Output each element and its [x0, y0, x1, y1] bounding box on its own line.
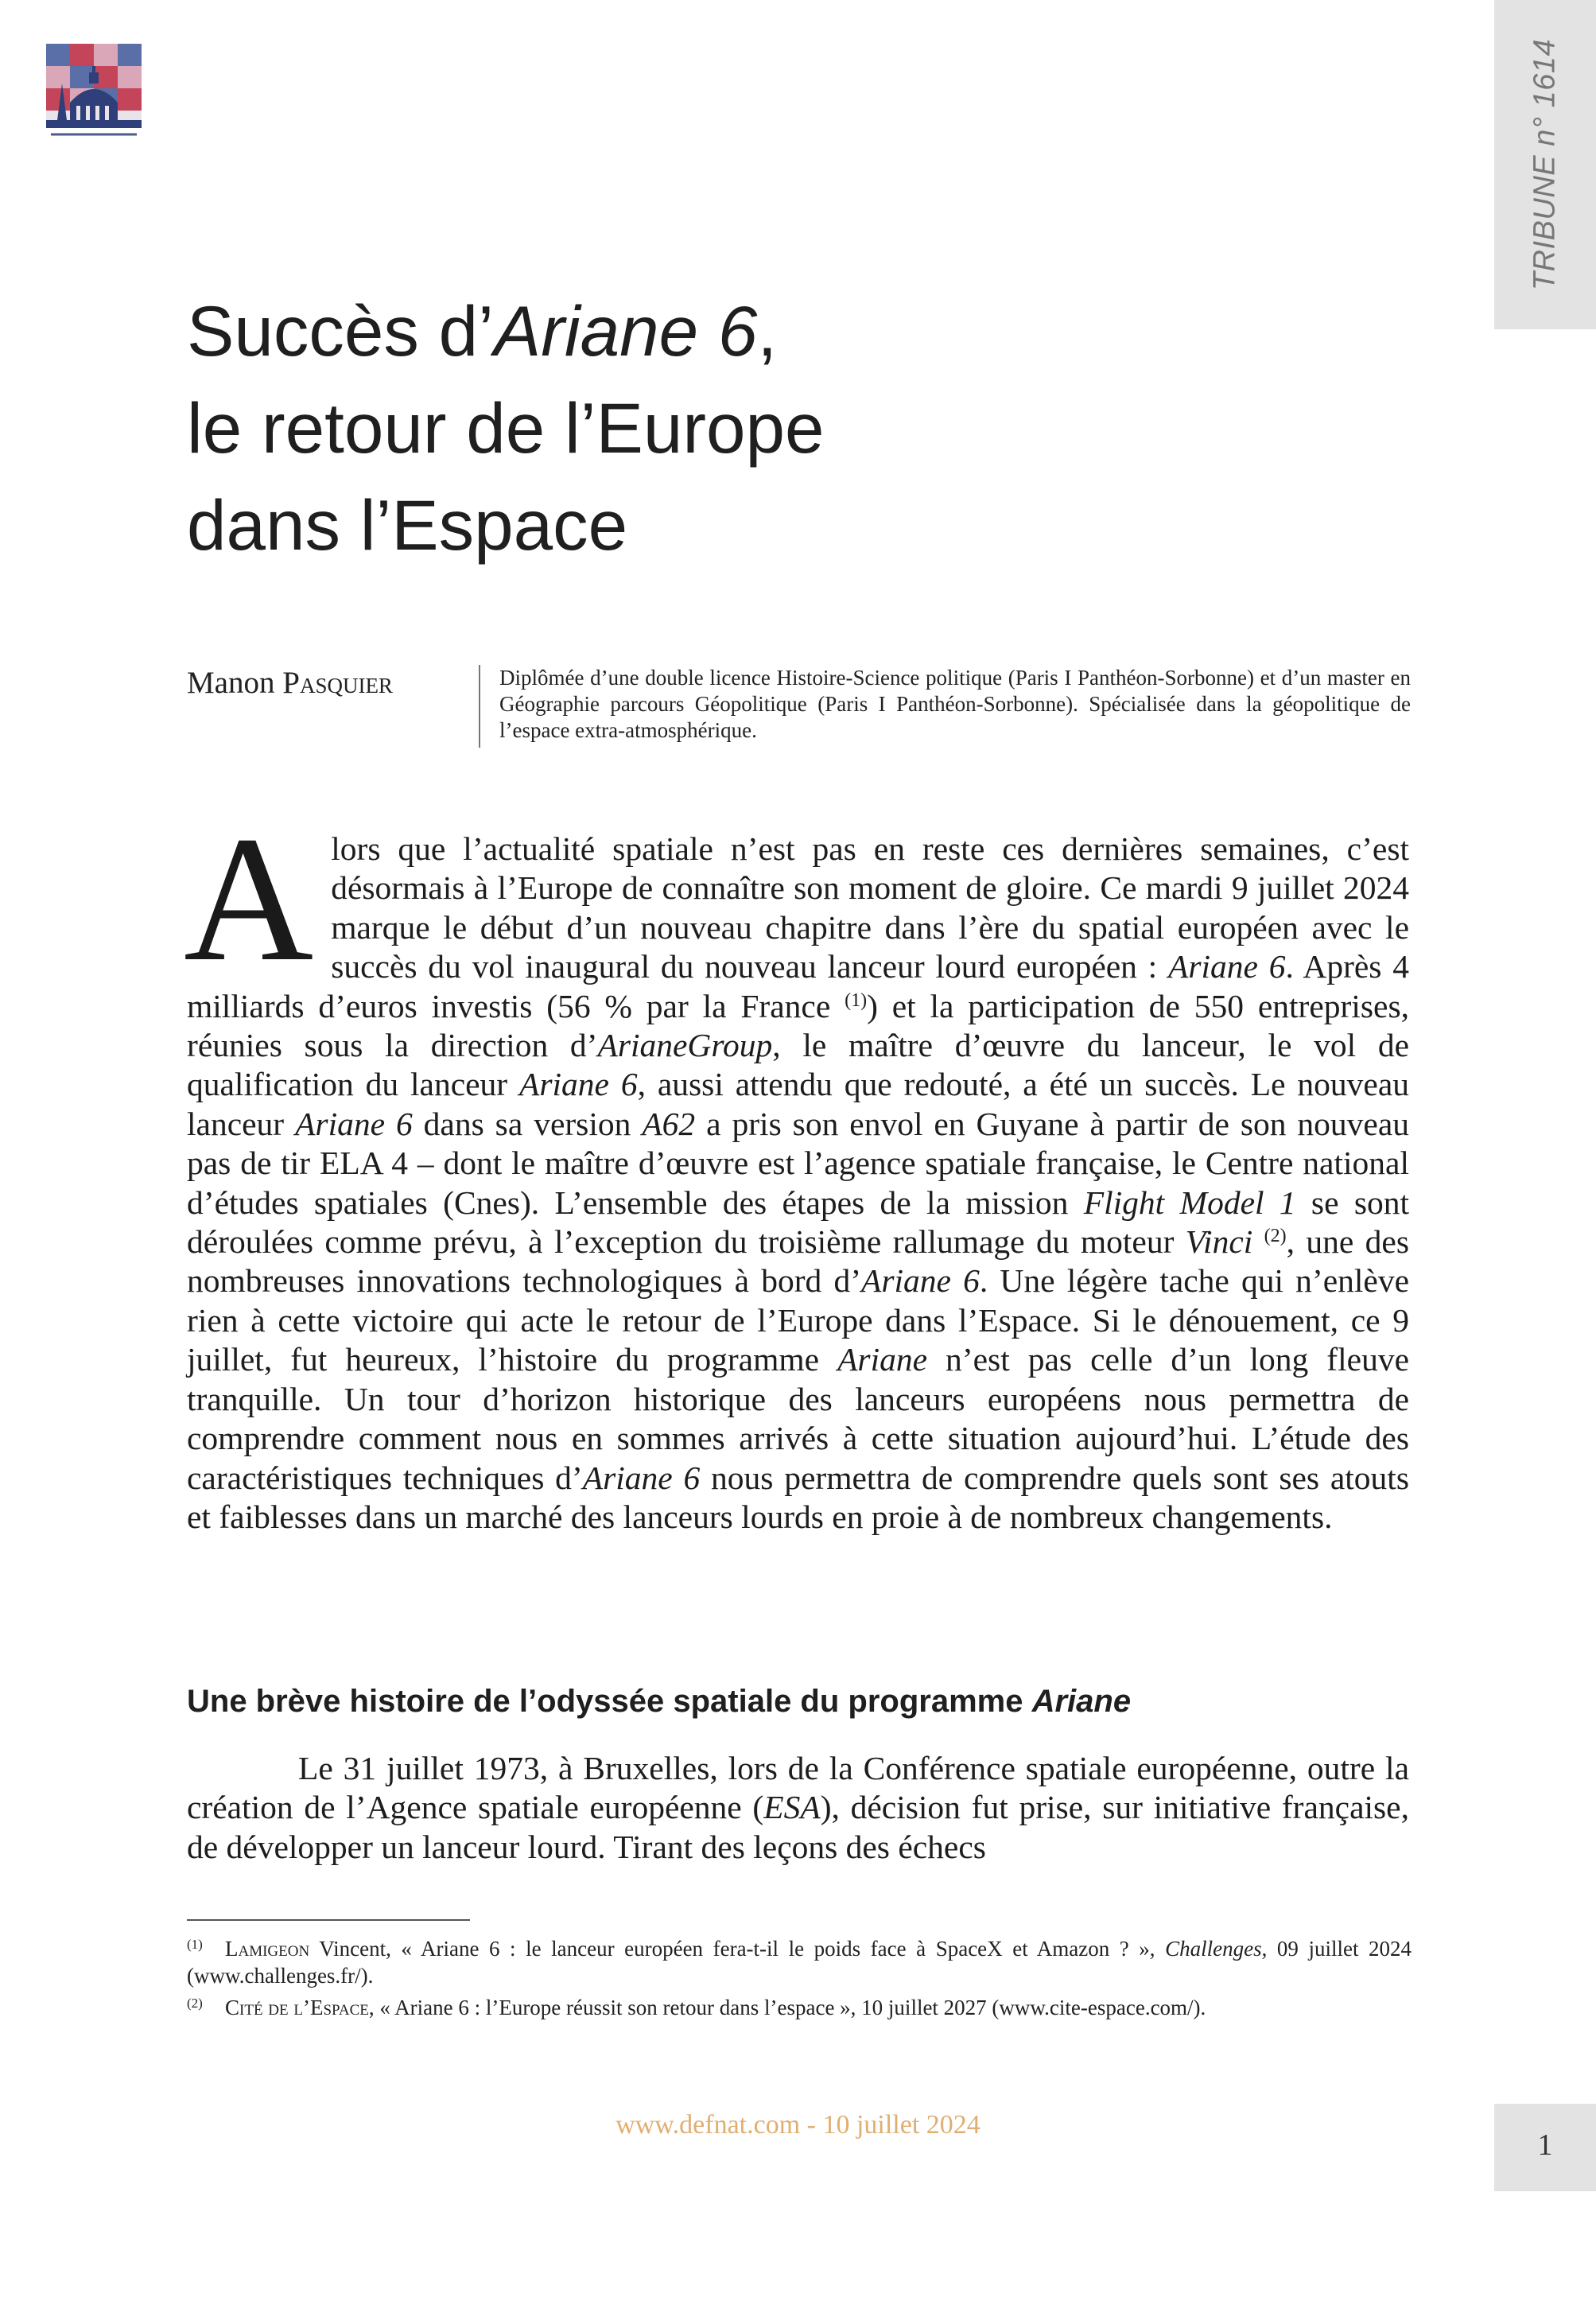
footnote-divider — [187, 1919, 470, 1921]
section-paragraph: Le 31 juillet 1973, à Bruxelles, lors de la Conférence spatiale européenne, outre la création de l’Agence spatiale européenne (ESA), décision fut prise, sur initiative française, de développer un lanceur lourd. Tirant des leçons des échecs — [187, 1750, 1409, 1865]
intro-paragraph: Alors que l’actualité spatiale n’est pas en reste ces dernières semaines, c’est désormais à l’Europe de connaître son moment de gloire. Ce mardi 9 juillet 2024 marque le début d’un nouveau chapitre dans l’ère du spatial européen avec le succès du vol inaugural du nouveau lanceur lourd européen : Ariane 6. Après 4 milliards d’euros investis (56 % par la France $^{(1)}$) et la participation de 550 entreprises, réunies sous la direction d’ArianeGroup, le maître d’œuvre du lanceur, le vol de qualification du lanceur Ariane 6, aussi attendu que redouté, a été un succès. Le nouveau lanceur Ariane 6 dans sa version A62 a pris son envol en Guyane à partir de son nouveau pas de tir ELA 4 – dont le maître d’œuvre est l’agence spatiale française, le Centre national d’études spatiales (Cnes). L’ensemble des étapes de la mission Flight Model 1 se sont déroulées comme prévu, à l’exception du troisième rallumage du moteur Vinci $^{(2)}$, une des nombreuses innovations technologiques à bord d’Ariane 6. Une légère tache qui n’enlève rien à cette victoire qui acte le retour de l’Europe dans l’Espace. Si le dénouement, ce 9 juillet, fut heureux, l’histoire du programme Ariane n’est pas celle d’un long fleuve tranquille. Un tour d’horizon historique des lanceurs européens nous permettra de comprendre comment nous en sommes arrivés à cette situation aujourd’hui. L’étude des caractéristiques techniques d’Ariane 6 nous permettra de comprendre quels sont ses atouts et faiblesses dans un marché des lanceurs lourds en proie à de nombreux changements. — [184, 799, 1410, 1535]
section-heading: Une brève histoire de l’odyssée spatiale du programme Ariane — [187, 1684, 1132, 1719]
footnote-1: (1) Lamigeon Vincent, « Ariane 6 : le lanceur européen fera-t-il le poids face à SpaceX et Amazon ? », Challenges, 09 juillet 2024 (www.challenges.fr/). — [187, 1937, 1412, 1988]
author-bio: Diplômée d’une double licence Histoire-Science politique (Paris I Panthéon-Sorbonne) et d’un master en Géographie parcours Géopolitique (Paris I Panthéon-Sorbonne). Spécialisée dans la géopolitique de l’espace extra-atmosphérique. — [499, 666, 1411, 742]
author-last-name: Pasquier — [282, 666, 393, 700]
publisher-logo — [46, 44, 142, 141]
author-name — [187, 663, 457, 704]
page-number-tab — [1494, 2104, 1596, 2191]
title-line-3: dans l’Espace — [187, 485, 628, 565]
footnote-ref-2[interactable]: (2) — [1264, 1226, 1287, 1247]
footnote-ref-1[interactable]: (1) — [845, 989, 868, 1011]
title-line-2: le retour de l’Europe — [187, 388, 825, 468]
title-line-1: Succès d’Ariane 6, — [187, 291, 778, 371]
tribune-side-tab — [1494, 0, 1596, 329]
footnote-2: (2) Cité de l’Espace, « Ariane 6 : l’Europe réussit son retour dans l’espace », 10 juillet 2027 (www.cite-espace.com/). — [187, 1996, 1206, 2019]
footnotes — [187, 1931, 1412, 2022]
page-number: 1 — [1537, 2128, 1553, 2162]
title-italic-ariane: Ariane 6 — [493, 291, 758, 371]
author-first-name: Manon — [187, 666, 275, 700]
page-title — [187, 282, 1300, 573]
tribune-number-label: TRIBUNE n° 1614 — [1528, 38, 1562, 291]
footer-url[interactable]: www.defnat.com - 10 juillet 2024 — [615, 2110, 981, 2140]
drop-cap: A — [184, 799, 314, 998]
defnat-logo-pantheon-icon — [46, 44, 142, 141]
author-divider — [479, 665, 480, 748]
